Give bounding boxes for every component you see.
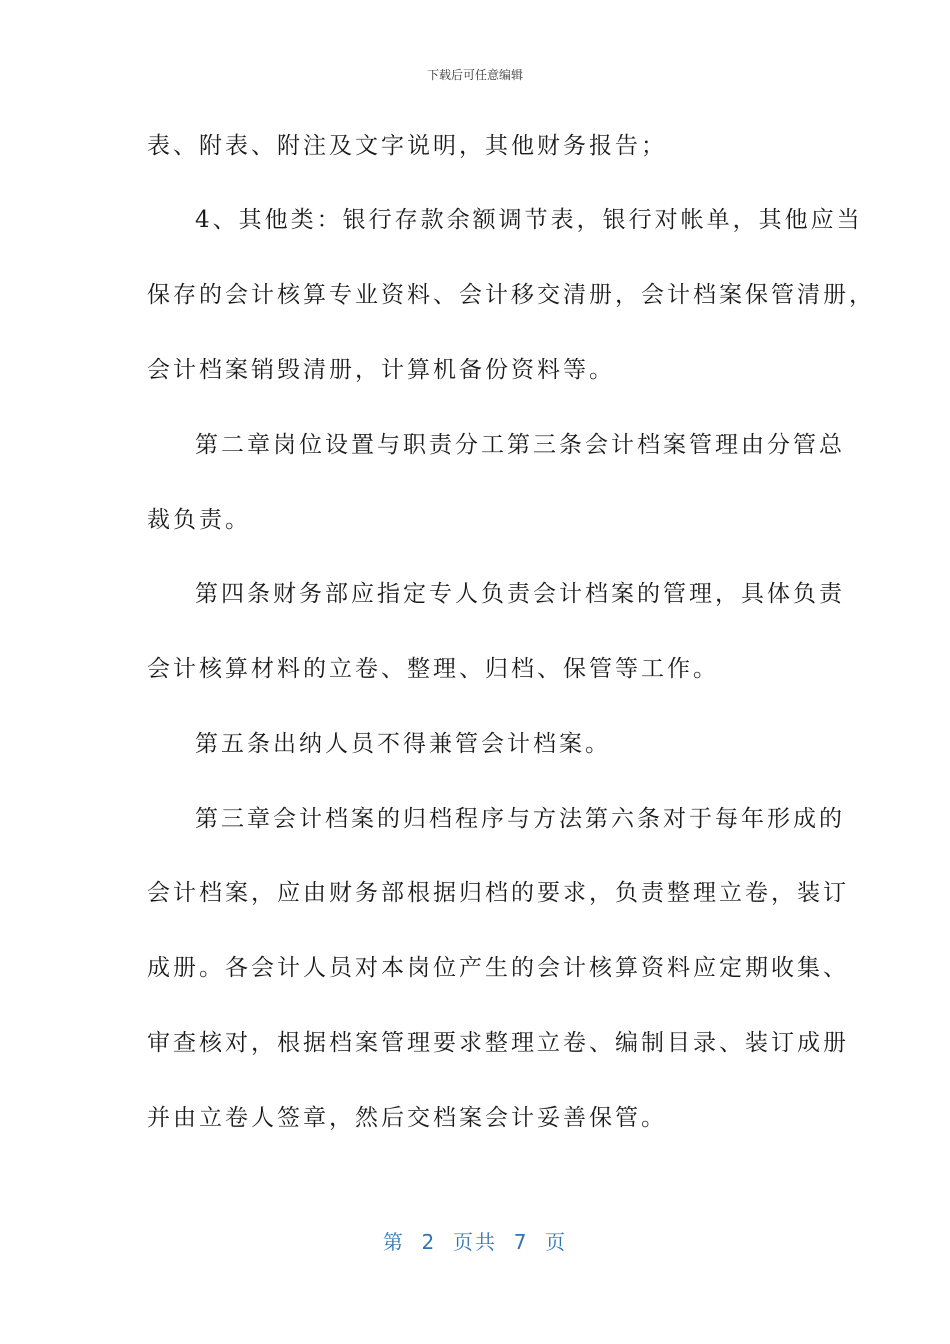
body-line: 第三章会计档案的归档程序与方法第六条对于每年形成的 — [195, 806, 845, 832]
body-line: 会计档案销毁清册，计算机备份资料等。 — [147, 357, 615, 383]
body-line: 并由立卷人签章，然后交档案会计妥善保管。 — [147, 1105, 667, 1131]
body-line: 第二章岗位设置与职责分工第三条会计档案管理由分管总 — [195, 432, 845, 458]
body-line: 表、附表、附注及文字说明，其他财务报告； — [147, 133, 667, 159]
body-line: 会计档案，应由财务部根据归档的要求，负责整理立卷，装订 — [147, 880, 849, 906]
body-line: 4、其他类：银行存款余额调节表，银行对帐单，其他应当 — [195, 207, 863, 233]
body-line: 成册。各会计人员对本岗位产生的会计核算资料应定期收集、 — [147, 955, 849, 981]
body-line: 会计核算材料的立卷、整理、归档、保管等工作。 — [147, 656, 719, 682]
body-line: 第五条出纳人员不得兼管会计档案。 — [195, 731, 611, 757]
body-line: 保存的会计核算专业资料、会计移交清册，会计档案保管清册， — [147, 282, 875, 308]
page-number: 第 2 页共 7 页 — [382, 1230, 568, 1254]
body-line: 裁负责。 — [147, 507, 251, 533]
header-note: 下载后可任意编辑 — [426, 68, 523, 82]
body-line: 第四条财务部应指定专人负责会计档案的管理，具体负责 — [195, 581, 845, 607]
body-line: 审查核对，根据档案管理要求整理立卷、编制目录、装订成册 — [147, 1030, 849, 1056]
